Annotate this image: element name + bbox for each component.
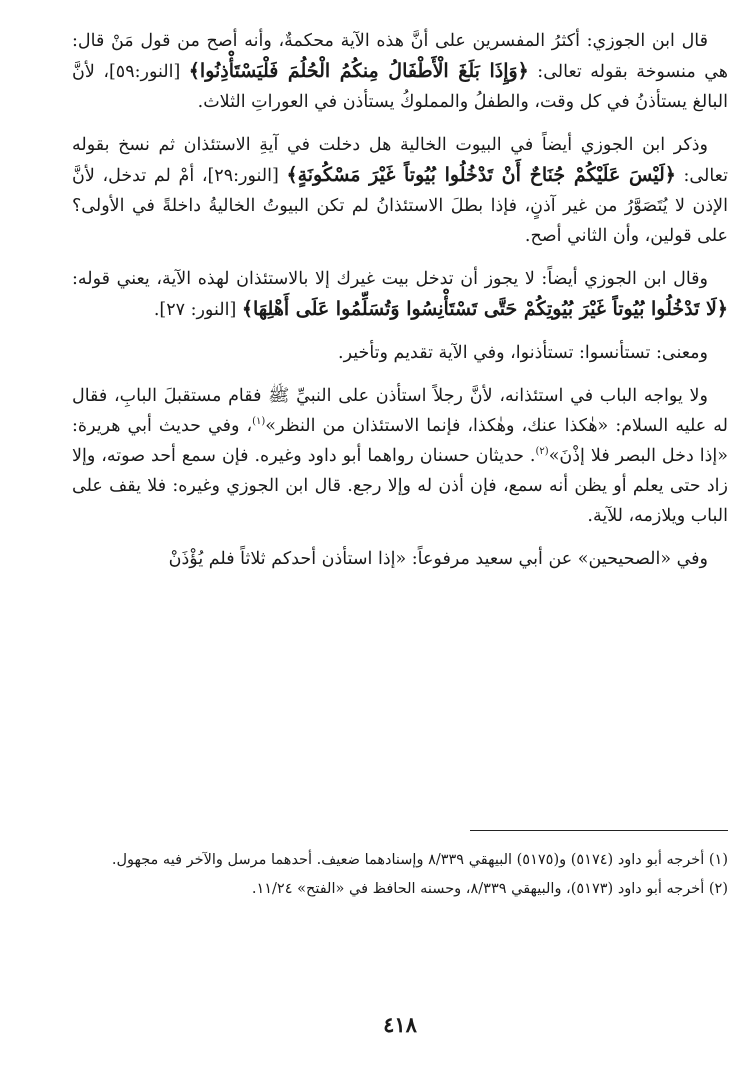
paragraph — [72, 264, 728, 325]
footnote-2: (٢) أخرجه أبو داود (٥١٧٣)، والبيهقي ٨/٣٣٩، وحسنه الحافظ في «الفتح» ١١/٢٤. — [251, 881, 728, 897]
text-run: وذكر ابن الجوزي أيضاً في البيوت الخالية هل دخلت في آيةِ الاستئذان ثم نسخ بقوله تعالى: — [72, 135, 728, 186]
body-text — [72, 26, 728, 574]
footnote-1: (١) أخرجه أبو داود (٥١٧٤) و(٥١٧٥) البيهقي ٨/٣٣٩ وإسنادهما ضعيف. أحدهما مرسل والآخر فيه مجهول. — [111, 852, 728, 868]
footnote-ref: (١) — [252, 416, 266, 428]
text-run: [النور: ٢٧]. — [153, 300, 242, 320]
paragraph — [72, 544, 728, 574]
footnotes — [72, 848, 728, 906]
paragraph — [72, 130, 728, 251]
quran-verse: ﴿لَا تَدْخُلُوا بُيُوتاً غَيْرَ بُيُوتِكُمْ حَتَّى تَسْتَأْنِسُوا وَتُسَلِّمُوا عَلَى أَهْلِهَا﴾ — [241, 298, 728, 320]
text-run: [النور:٥٩]، لأنَّ البالغ يستأذنُ في كل وقت، والطفلُ والمملوكُ يستأذن في العوراتِ الثلاث. — [72, 62, 728, 112]
text-run: ومعنى: تستأنسوا: تستأذنوا، وفي الآية تقديم وتأخير. — [338, 343, 708, 363]
footnote-separator — [470, 830, 728, 831]
text-run: [النور:٢٩]، أمْ لم تدخل، لأنَّ الإذن لا يُتَصَوَّرُ من غير آذنٍ، فإذا بطلَ الاستئذانُ لم تكن البيوتُ الخاليةُ داخلةً في الأولى؟ على قولين، وأن الثاني أصح. — [72, 166, 728, 246]
paragraph — [72, 381, 728, 531]
text-run: وفي «الصحيحين» عن أبي سعيد مرفوعاً: «إذا استأذن أحدكم ثلاثاً فلم يُؤْذَنْ — [168, 549, 708, 569]
text-run: . حديثان حسنان رواهما أبو داود وغيره. فإن سمع أحد صوته، وإلا زاد حتى يعلم أو يظن أنه سمع، فإن أذن له وإلا رجع. قال ابن الجوزي وغيره: فلا يقف على الباب ويلازمه، للآية. — [72, 446, 728, 526]
paragraph — [72, 338, 728, 368]
page — [72, 26, 728, 1066]
quran-verse: ﴿وَإِذَا بَلَغَ الْأَطْفَالُ مِنكُمُ الْحُلُمَ فَلْيَسْتَأْذِنُوا﴾ — [188, 60, 529, 82]
text-run: ، وفي حديث أبي هريرة: «إذا دخل البصر فلا إذْنَ» — [72, 416, 728, 466]
quran-verse: ﴿لَيْسَ عَلَيْكُمْ جُنَاحٌ أَنْ تَدْخُلُوا بُيُوتاً غَيْرَ مَسْكُونَةٍ﴾ — [286, 164, 676, 186]
footnote-ref: (٢) — [535, 446, 549, 458]
text-run: ولا يواجه الباب في استئذانه، لأنَّ رجلاً استأذن على النبيِّ ﷺ فقام مستقبلَ البابِ، فقال له عليه السلام: «هٰكذا عنك، وهٰكذا، فإنما الاستئذان من النظر» — [72, 386, 729, 436]
paragraph — [72, 26, 728, 117]
page-number: ٤١٨ — [383, 1012, 417, 1037]
text-run: قال ابن الجوزي: أكثرُ المفسرين على أنَّ هذه الآية محكمةٌ، وأنه أصح من قول مَنْ قال: هي منسوخة بقوله تعالى: — [72, 31, 729, 82]
text-run: وقال ابن الجوزي أيضاً: لا يجوز أن تدخل بيت غيرك إلا بالاستئذان لهذه الآية، يعني قوله: — [72, 269, 708, 289]
